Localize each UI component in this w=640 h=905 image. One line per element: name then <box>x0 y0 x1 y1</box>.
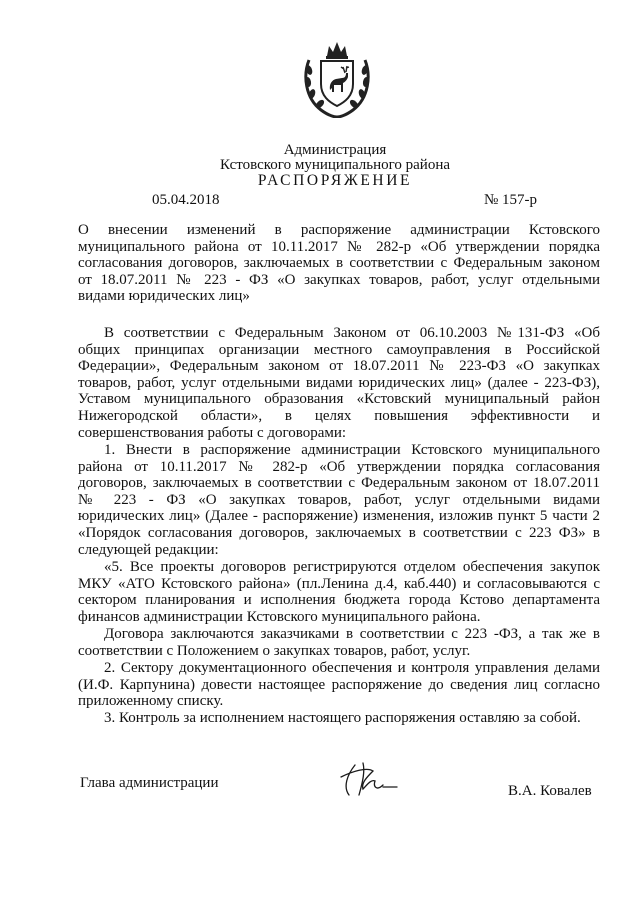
signatory-title: Глава администрации <box>80 775 219 791</box>
quote-line: финансов администрации Кстовского муниципального района. <box>78 608 481 625</box>
item-1-line: договоров, заключаемых в соответствии с Федеральным законом от 18.07.2011 <box>78 475 600 492</box>
preamble-line: Федерации», Федеральным законом от 18.07.2011 № 223-ФЗ «О закупках <box>78 358 600 375</box>
preamble-line: товаров, работ, услуг отдельными видами юридических лиц» (далее - 223-ФЗ), <box>78 374 600 391</box>
item-2-line: 2. Сектору документационного обеспечения и контроля управления делами <box>104 660 600 676</box>
subject-line: видами юридических лиц» <box>78 288 250 305</box>
document-type: РАСПОРЯЖЕНИЕ <box>257 172 413 189</box>
quote-line: МКУ «АТО Кстовского района» (пл.Ленина д.4, каб.440) и согласовываются с <box>78 575 600 592</box>
subject-line: согласования договоров, заключаемых в соответствии с Федеральным законом <box>78 255 600 272</box>
preamble-line: Нижегородской области», в целях повышения эффективности и <box>78 407 600 424</box>
item-3-block <box>78 710 600 727</box>
item-1-line: юридических лиц» (Далее - распоряжение) изменения, изложив пункт 5 части 2 <box>78 508 600 525</box>
preamble-line: Уставом муниципального образования «Кстовский муниципальный район <box>78 391 600 408</box>
coat-of-arms-icon <box>301 40 373 118</box>
item-1-block <box>78 442 600 558</box>
item-1-line: следующей редакции: <box>78 541 219 558</box>
item-2-block <box>78 660 600 710</box>
preamble-line: общих принципах организации местного самоуправления в Российской <box>78 341 600 358</box>
preamble-line: совершенствования работы с договорами: <box>78 424 347 441</box>
document-number: № 157-р <box>484 192 538 208</box>
preamble-line: В соответствии с Федеральным Законом от 06.10.2003 №131-ФЗ «Об <box>104 325 600 341</box>
item-1-line: 1. Внести в распоряжение администрации Кстовского муниципального <box>104 442 600 458</box>
contracts-block <box>78 626 600 659</box>
contracts-line: Договора заключаются заказчиками в соответствии с 223 -ФЗ, а так же в <box>104 626 600 642</box>
district-name: Кстовского муниципального района <box>219 157 451 173</box>
quote-line: сектором планирования и исполнения бюджета города Кстово департамента <box>78 592 600 609</box>
item-2-line: приложенному списку. <box>78 693 224 710</box>
signatory-name: В.А. Ковалев <box>508 783 592 799</box>
item-1-line: «Порядок согласования договоров, заключаемых в соответствии с 223 ФЗ» в <box>78 524 600 541</box>
subject-line: О внесении изменений в распоряжение администрации Кстовского <box>78 222 600 238</box>
quote-line: «5. Все проекты договоров регистрируются отделом обеспечения закупок <box>104 559 600 575</box>
item-1-line: района от 10.11.2017 № 282-р «Об утверждении порядка согласования <box>78 458 600 475</box>
item-2-line: (И.Ф. Карпунина) довести настоящее распоряжение до сведения лиц согласно <box>78 676 600 693</box>
subject-line: от 18.07.2011 № 223 - ФЗ «О закупках товаров, работ, услуг отдельными <box>78 271 600 288</box>
subject-line: муниципального района от 10.11.2017 № 282-р «Об утверждении порядка <box>78 238 600 255</box>
document-date: 05.04.2018 <box>152 192 220 208</box>
preamble-block <box>78 325 600 441</box>
quote-block <box>78 559 600 625</box>
item-1-line: № 223 - ФЗ «О закупках товаров, работ, услуг отдельными видами <box>78 491 600 508</box>
subject-block <box>78 222 600 305</box>
organization-name: Администрация <box>283 142 387 158</box>
item-3-line: 3. Контроль за исполнением настоящего распоряжения оставляю за собой. <box>104 710 581 726</box>
contracts-line: соответствии с Положением о закупках товаров, работ, услуг. <box>78 642 471 659</box>
handwritten-signature <box>333 757 413 801</box>
